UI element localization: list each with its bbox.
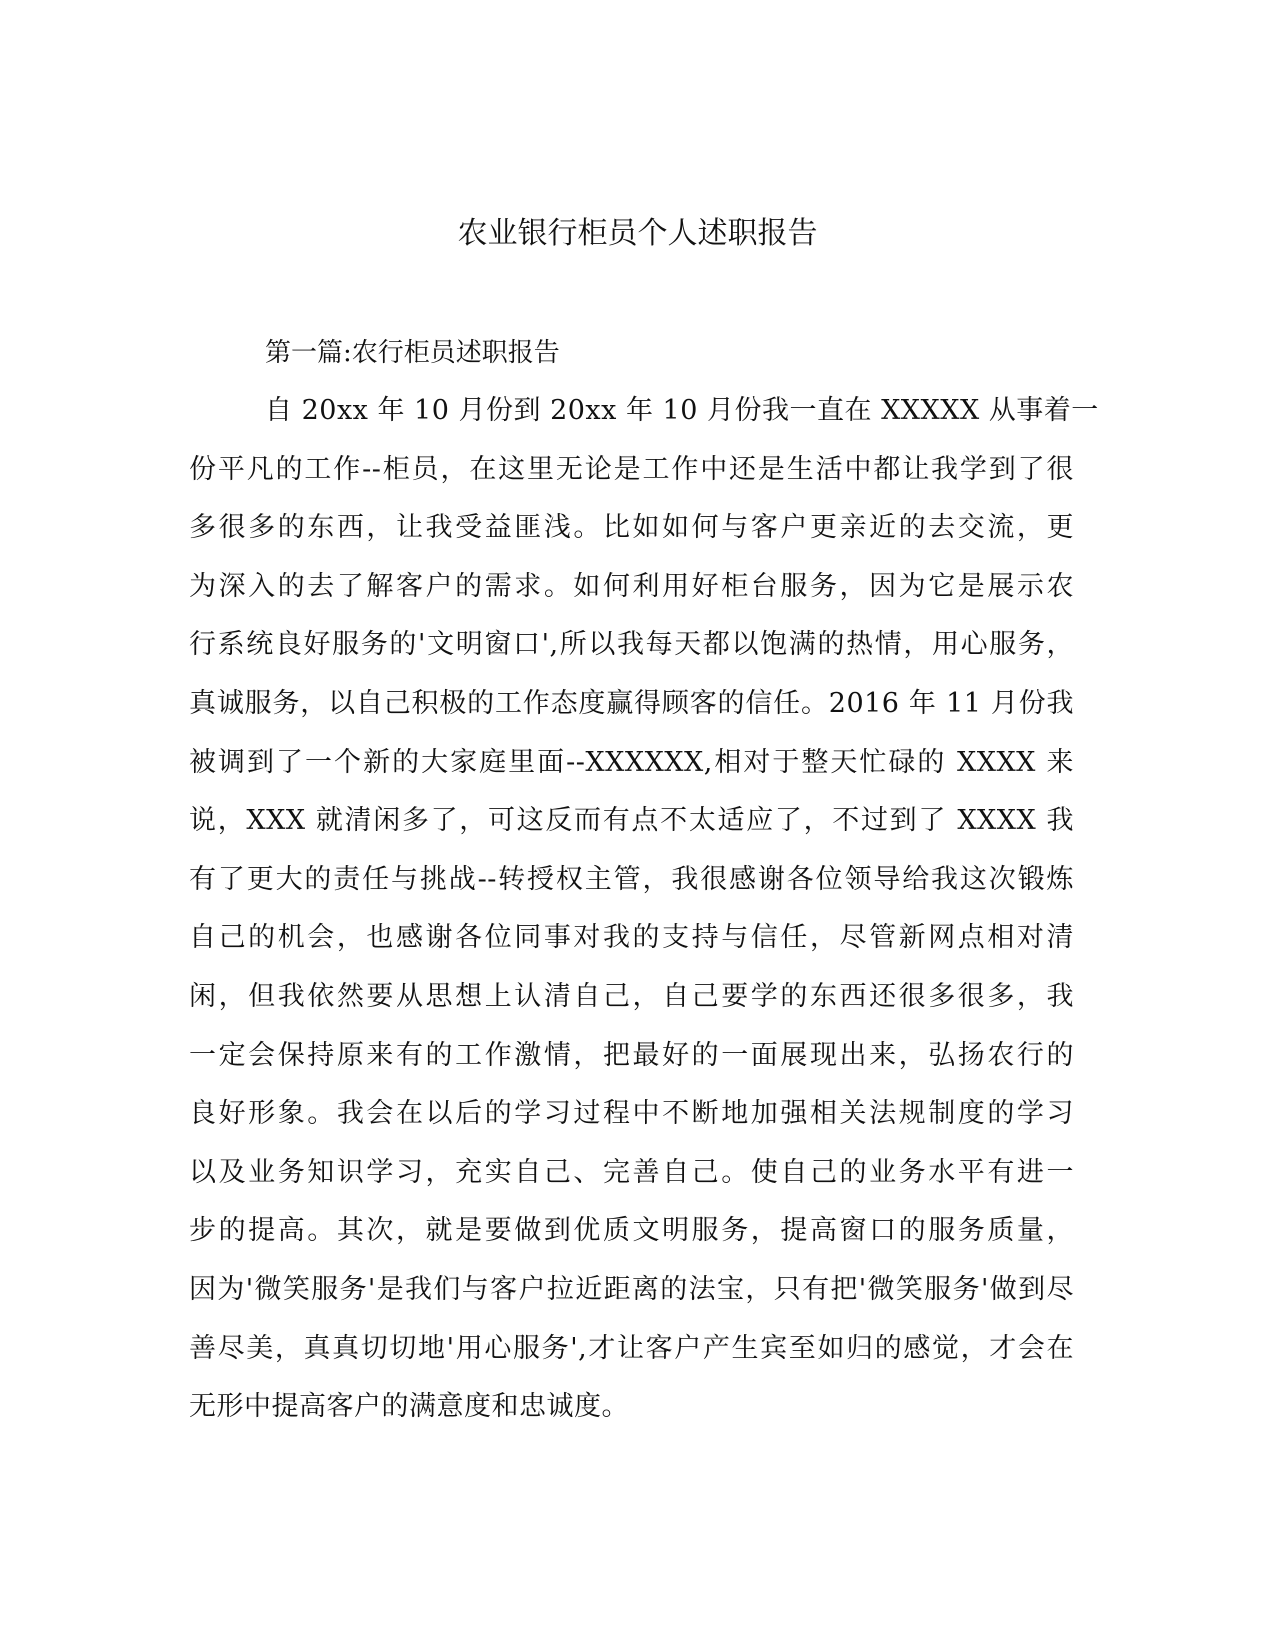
document-title: 农业银行柜员个人述职报告: [457, 216, 818, 251]
paragraph-line: 良好形象。我会在以后的学习过程中不断地加强相关法规制度的学习: [189, 1098, 1074, 1130]
paragraph-line: 以及业务知识学习，充实自己、完善自己。使自己的业务水平有进一: [189, 1156, 1074, 1188]
paragraph-line: 被调到了一个新的大家庭里面--XXXXXX,相对于整天忙碌的 XXXX 来: [189, 746, 1074, 778]
paragraph-line: 说，XXX 就清闲多了，可这反而有点不太适应了，不过到了 XXXX 我: [189, 805, 1074, 837]
paragraph-line: 无形中提高客户的满意度和忠诚度。: [189, 1391, 629, 1423]
paragraph-line: 闲，但我依然要从思想上认清自己，自己要学的东西还很多很多，我: [189, 981, 1074, 1012]
section-heading: 第一篇:农行柜员述职报告: [265, 338, 560, 368]
paragraph-line: 有了更大的责任与挑战--转授权主管，我很感谢各位领导给我这次锻炼: [189, 863, 1074, 895]
paragraph-line: 行系统良好服务的'文明窗口',所以我每天都以饱满的热情，用心服务，: [189, 629, 1074, 661]
paragraph-line: 步的提高。其次，就是要做到优质文明服务，提高窗口的服务质量，: [189, 1215, 1074, 1247]
paragraph-line: 自己的机会，也感谢各位同事对我的支持与信任，尽管新网点相对清: [189, 922, 1074, 954]
paragraph-line: 自 20xx 年 10 月份到 20xx 年 10 月份我一直在 XXXXX 从事着一: [265, 395, 1099, 426]
paragraph-line: 因为'微笑服务'是我们与客户拉近距离的法宝，只有把'微笑服务'做到尽: [189, 1274, 1074, 1305]
paragraph-line: 真诚服务，以自己积极的工作态度赢得顾客的信任。2016 年 11 月份我: [189, 688, 1074, 719]
paragraph-line: 为深入的去了解客户的需求。如何利用好柜台服务，因为它是展示农: [189, 570, 1074, 602]
paragraph-line: 善尽美，真真切切地'用心服务',才让客户产生宾至如归的感觉，才会在: [189, 1332, 1074, 1364]
paragraph-line: 多很多的东西，让我受益匪浅。比如如何与客户更亲近的去交流，更: [189, 512, 1074, 544]
paragraph-line: 一定会保持原来有的工作激情，把最好的一面展现出来，弘扬农行的: [189, 1039, 1074, 1071]
paragraph-line: 份平凡的工作--柜员，在这里无论是工作中还是生活中都让我学到了很: [189, 453, 1074, 485]
